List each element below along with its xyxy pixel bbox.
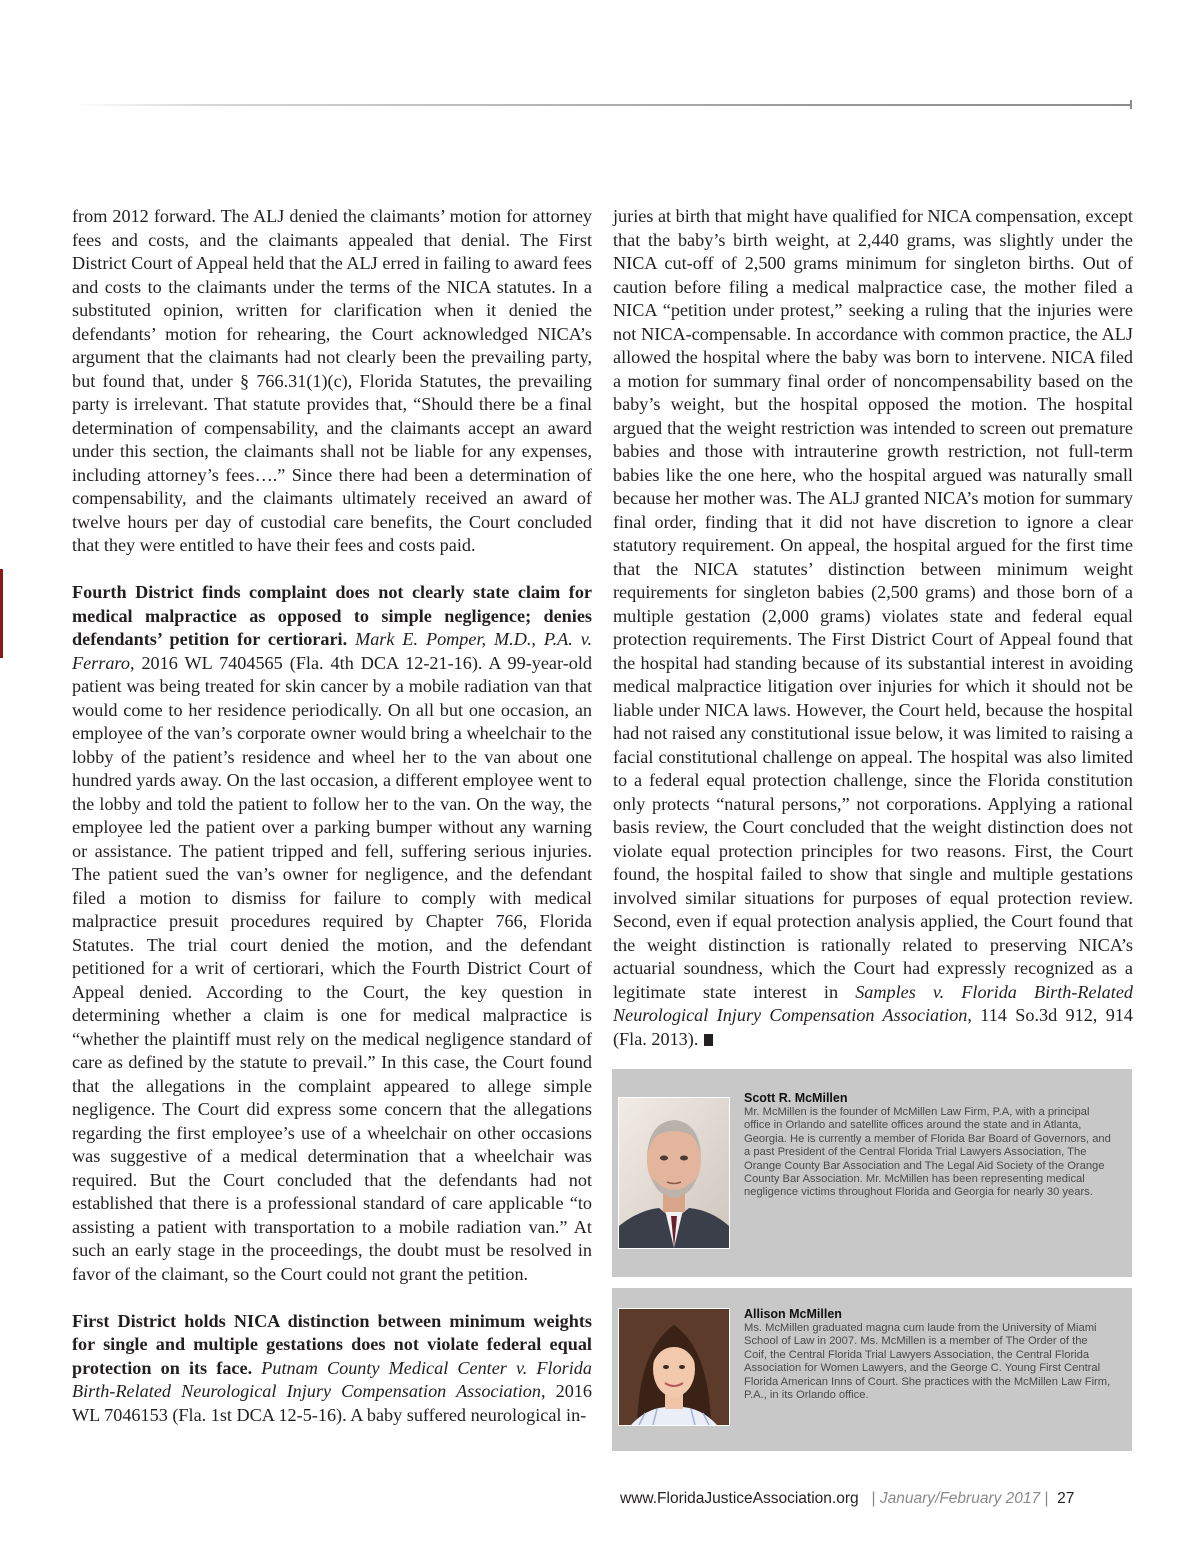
footer-website: www.FloridaJusticeAssociation.org xyxy=(620,1490,859,1507)
case-summary-putnam-continued xyxy=(613,205,1133,1051)
header-rule-end-tick xyxy=(1130,100,1132,109)
right-column xyxy=(613,205,1133,1051)
end-of-article-mark xyxy=(704,1034,713,1046)
case-citation: , 114 So.3d 912, 914 (Fla. 2013). xyxy=(613,1005,1133,1049)
paragraph-continued: from 2012 forward. The ALJ denied the claimants’ motion for attorney fees and costs, and the claimants appealed that denial. The First District Court of Appeal held that the ALJ erred in failing to award fees and costs to the claimants under the terms of the NICA statutes. In a substituted opinion, written for clarification when it denied the defendants’ motion for rehearing, the Court acknowledged NICA’s argument that the claimants had not clearly been the prevailing party, but found that, under § 766.31(1)(c), Florida Statutes, the prevailing party is irrelevant. That statute provides that, “Should there be a final determination of compensability, and the claimants accept an award under this section, the claimants shall not be liable for any expenses, including attorney’s fees….” Since there had been a determination of compensability, and the claimants ultimately received an award of twelve hours per day of custodial care benefits, the Court concluded that they were entitled to have their fees and costs paid. xyxy=(72,206,592,555)
left-column xyxy=(72,205,592,1427)
bio-name: Allison McMillen xyxy=(744,1307,842,1321)
case-body: A 99-year-old patient was being treated for skin cancer by a mobile radiation van that would come to her residence periodically. On all but one occasion, an employee of the van’s corporate owner would bring a wheelchair to the lobby of the patient’s residence and wheel her to the van about one hundred yards away. On the last occasion, a different employee went to the lobby and told the patient to follow her to the van. On the way, the employee led the patient over a parking bumper without any warning or assistance. The patient tripped and fell, suffering serious injuries. The patient sued the van’s owner for negligence, and the defendant filed a motion to dismiss for failure to comply with medical malpractice presuit procedures required by Chapter 766, Florida Statutes. The trial court denied the motion, and the defendant petitioned for a writ of certiorari, which the Fourth District Court of Appeal denied. According to the Court, the key question in determining whether a claim is one for medical malpractice is “whether the plaintiff must rely on the medical negligence standard of care as defined by the statute to prevail.” In this case, the Court found that the allegations in the complaint appeared to allege simple negligence. The Court did express some concern that the allegations regarding the first employee’s use of a wheelchair on other occasions was suggestive of a medical determination that a wheelchair was required. But the Court concluded that the defendants had not established that there is a professional standard of care applicable “to assisting a patient with transportation to a mobile radiation van.” At such an early stage in the proceedings, the doubt must be resolved in favor of the claimant, so the Court could not grant the petition. xyxy=(72,652,592,1284)
bio-text xyxy=(744,1091,1112,1200)
case-body: juries at birth that might have qualified for NICA compensation, except that the baby’s birth weight, at 2,440 grams, was slightly under the NICA cut-off of 2,500 grams minimum for singleton births. Out of caution before filing a medical malpractice case, the mother filed a NICA “petition under protest,” seeking a ruling that the injuries were not NICA-compensable. In accordance with common practice, the ALJ allowed the hospital where the baby was born to intervene. NICA filed a motion for summary final order of noncompensability based on the baby’s weight, but the hospital opposed the motion. The hospital argued that the weight restriction was intended to screen out premature babies and those with intrauterine growth restriction, not full-term babies like the one here, who the hospital argued was naturally small because her mother was. The ALJ granted NICA’s motion for summary final order, finding that it did not have discretion to ignore a clear statutory requirement. On appeal, the hospital argued for the first time that the NICA statutes’ distinction between minimum weight requirements for singleton babies (2,500 grams) and those born of a multiple gestation (2,000 grams) violates state and federal equal protection requirements. The First District Court of Appeal found that the hospital had standing because of its substantial interest in avoiding medical malpractice litigation over injuries for which it should not be liable under NICA laws. However, the Court held, because the hospital had not raised any constitutional issue below, it was limited to raising a facial constitutional challenge on appeal. The hospital was also limited to a federal equal protection challenge, since the Florida constitution only protects “natural persons,” not corporations. Applying a rational basis review, the Court concluded that the weight distinction does not violate equal protection principles for two reasons. First, the Court found, the hospital failed to show that single and multiple gestations involved similar situations for purposes of equal protection review. Second, even if equal protection analysis applied, the Court found that the weight distinction is rationally related to preserving NICA’s actuarial soundness, which the Court had expressly recognized as a legitimate state interest in xyxy=(613,206,1133,1002)
bio-description: Mr. McMillen is the founder of McMillen Law Firm, P.A, with a principal office in Orlando and satellite offices around the state and in Atlanta, Georgia. He is currently a member of Florida Bar Board of Governors, and a past President of the Central Florida Trial Lawyers Association, The Orange County Bar Association and The Legal Aid Society of the Orange County Bar Association. Mr. McMillen has been representing medical negligence victims throughout Florida and Georgia for nearly 30 years. xyxy=(744,1106,1111,1199)
page-footer xyxy=(620,1490,1140,1508)
case-name: Samples v. Florida Birth-Related Neurological Injury Compensation Association xyxy=(613,981,1133,1025)
case-heading: Fourth District finds complaint does not clearly state claim for medical malpractice as opposed to simple negligence; denies defendants’ petition for certiorari. xyxy=(72,582,592,649)
footer-separator: | xyxy=(871,1490,876,1507)
case-heading: First District holds NICA distinction between minimum weights for single and multiple gestations does not violate federal equal protection on its face. xyxy=(72,1310,592,1378)
section-accent-bar xyxy=(0,569,3,658)
case-citation: , 2016 WL 7404565 (Fla. 4th DCA 12-21-16). xyxy=(129,652,489,673)
bio-description: Ms. McMillen graduated magna cum laude from the University of Miami School of Law in 2007. Ms. McMillen is a member of The Order of the Coif, the Central Florida Trial Lawyers Association, the Central Florida Association for Women Lawyers, and the George C. Young First Central Florida American Inns of Court. She practices with the McMillen Law Firm, P.A., in its Orlando office. xyxy=(744,1322,1111,1402)
case-summary-putnam xyxy=(72,1310,592,1428)
case-name: Mark E. Pomper, M.D., P.A. v. Ferraro xyxy=(72,629,592,673)
case-citation: , 2016 WL 7046153 (Fla. 1st DCA 12-5-16). xyxy=(72,1381,592,1425)
header-rule xyxy=(72,104,1132,106)
footer-separator: | xyxy=(1044,1490,1049,1507)
author-bio-scott xyxy=(612,1069,1132,1277)
author-bio-allison xyxy=(612,1288,1132,1451)
footer-issue-date: January/February 2017 xyxy=(879,1490,1041,1507)
author-photo xyxy=(618,1308,730,1426)
bio-name: Scott R. McMillen xyxy=(744,1091,848,1105)
case-body: A baby suffered neurological in- xyxy=(350,1404,587,1425)
page-number: 27 xyxy=(1057,1490,1075,1507)
bio-text xyxy=(744,1307,1112,1402)
case-summary-pomper xyxy=(72,581,592,1286)
case-name: Putnam County Medical Center v. Florida Birth-Related Neurological Injury Compensation Association xyxy=(72,1357,592,1401)
author-photo xyxy=(618,1097,730,1249)
